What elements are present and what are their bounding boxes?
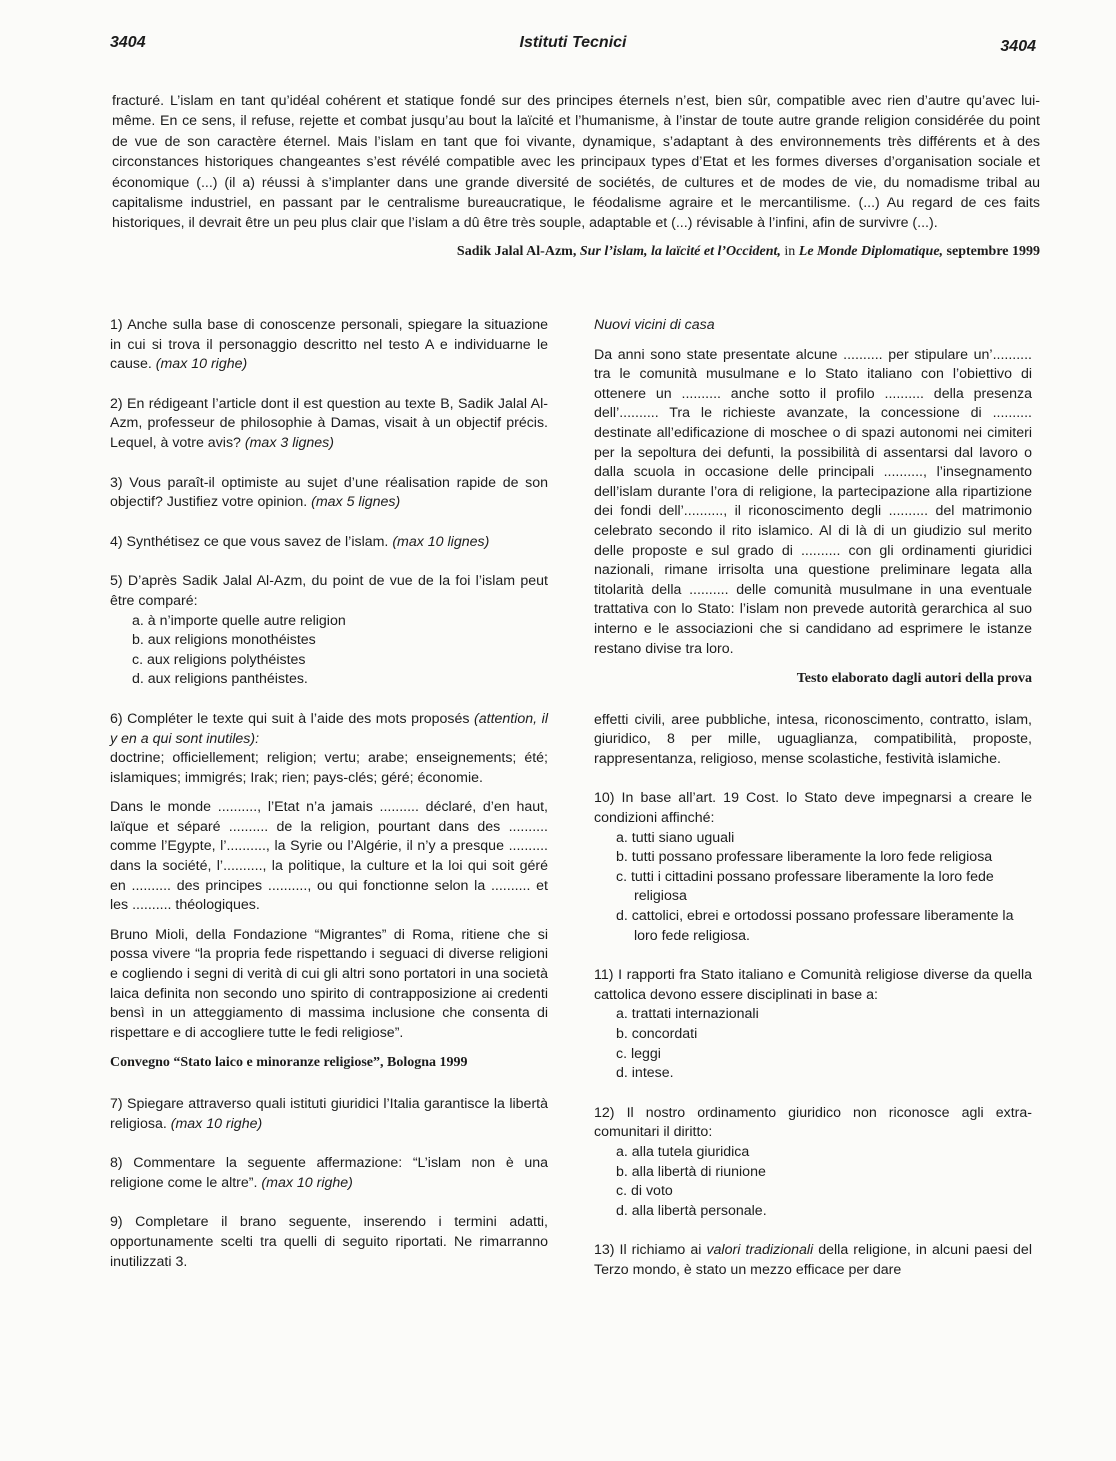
source-date: septembre 1999 (946, 243, 1040, 259)
intro-quote-block (112, 91, 1040, 262)
list-item: c. leggi (616, 1045, 661, 1062)
question-6-words: doctrine; officiellement; religion; vertu; arabe; enseignements; été; islamiques; immigrés; Irak; rien; pays-clés; géré; économie. (110, 750, 548, 786)
source-author: Sadik Jalal Al-Azm, (456, 243, 577, 259)
list-item: a. à n’importe quelle autre religion (132, 612, 346, 629)
source-in: in (784, 243, 796, 259)
question-6: 6) Compléter le texte qui suit à l’aide des mots proposés (attention, il y en a qui sont inutiles): (110, 710, 548, 747)
list-item: b. alla libertà di riunione (616, 1163, 766, 1180)
list-item: b. aux religions monothéistes (132, 632, 316, 649)
left-column (110, 316, 548, 1272)
list-item: a. alla tutela giuridica (616, 1143, 750, 1160)
list-item: c. di voto (616, 1183, 673, 1200)
question-5: 5) D’après Sadik Jalal Al-Azm, du point de vue de la foi l’islam peut être comparé: (110, 573, 548, 609)
mioli-quote: Bruno Mioli, della Fondazione “Migrantes” di Roma, ritiene che si possa vivere “la propria fede rispettando i seguaci di diverse religioni e cogliendo i segni di verità di cui gli altri sono portatori in una società laica definita non secondo uno spirito di contrapposizione ai credenti bensì in un atteggiamento di massima inclusione che consenta di rispettare e di accogliere tutte le fedi religiose”. (110, 926, 548, 1041)
list-item: a. trattati internazionali (616, 1006, 759, 1023)
intro-text: fracturé. L’islam en tant qu’idéal cohérent et statique fondé sur des principes éternels n’est, bien sûr, compatible avec rien d’autre qu’avec lui-même. En ce sens, il refuse, rejette et combat jusqu’au bout la laïcité et l’humanisme, à l’instar de toute autre grande religion considérée du point de vue de son caractère éternel. Mais l’islam en tant que foi vivante, dynamique, s’adaptant à des environnements très différents et à des circonstances historiques changeantes s’est révélé compatible avec les principaux types d’Etat et les formes diverses d’organisation sociale et économique (...) (il a) réussi à s’implanter dans une grande diversité de sociétés, de cultures et de modes de vie, du nomadisme tribal au capitalisme industriel, en passant par le centralisme bureaucratique, le féodalisme agraire et le mercantilisme. (...) Au regard de ces faits historiques, il devrait être un peu plus clair que l’islam a dû être très souple, adaptable et (...) révisable à l’infini, afin de survivre (...). (112, 93, 1040, 232)
question-12: 12) Il nostro ordinamento giuridico non riconosce agli extra-comunitari il diritto: (594, 1104, 1032, 1141)
question-3: 3) Vous paraît-il optimiste au sujet d’une réalisation rapide de son objectif? Justifiez votre opinion. (max 5 lignes) (110, 474, 548, 511)
question-2: 2) En rédigeant l’article dont il est question au texte B, Sadik Jalal Al-Azm, professeur de philosophie à Damas, visait à un objectif précis. Lequel, à votre avis? (max 3 lignes) (110, 395, 548, 451)
list-item: b. concordati (616, 1026, 698, 1042)
list-item: a. tutti siano uguali (616, 829, 735, 846)
question-1: 1) Anche sulla base di conoscenze personali, spiegare la situazione in cui si trova il personaggio descritto nel testo A e individuarne le cause. (max 10 righe) (110, 317, 548, 373)
right-column (594, 316, 1032, 1281)
question-10: 10) In base all’art. 19 Cost. lo Stato deve impegnarsi a creare le condizioni affinché: (594, 790, 1032, 827)
list-item: d. aux religions panthéistes. (132, 671, 308, 688)
question-11-options (594, 1005, 1032, 1083)
question-12-options (594, 1143, 1032, 1221)
page-header (110, 30, 1036, 60)
page-number-right: 3404 (1000, 38, 1036, 55)
section-body: Da anni sono state presentate alcune .......... per stipulare un’.......... tra le comunità musulmane e lo Stato italiano con l’obiettivo di ottenere un .......... anche sotto il profilo .......... della presenza dell’.......... Tra le richieste avanzate, la concessione di .......... destinate all’edificazione di moschee o di spazi autonomi nei cimiteri per la sepoltura dei defunti, la possibilità di assentarsi dal lavoro o dalla scuola in occasione delle principali .........., l’insegnamento dell’islam durante l’ora di religione, la partecipazione alla ripartizione dei fondi dell’.........., il riconoscimento degli .......... del matrimonio celebrato secondo il rito islamico. Al di là di un giudizio sul merito delle proposte e sul grado di .......... con gli ordinamenti giuridici nazionali, rimane irrisolta una questione preliminare legata alla titolarità della .......... delle comunità musulmane in una eventuale trattativa con lo Stato: l’islam non prevede autorità gerarchica al suo interno e le associazioni che si candidano ad esprimere le istanze restano divise tra loro. (594, 346, 1032, 657)
word-list: effetti civili, aree pubbliche, intesa, riconoscimento, contratto, islam, giuridico, 8 per mille, uguaglianza, compatibilità, proposte, rappresentanza, religioso, mense scolastiche, festività islamiche. (594, 711, 1032, 767)
list-item: c. aux religions polythéistes (132, 651, 306, 668)
page-number-left: 3404 (110, 34, 146, 51)
convegno-source: Convegno “Stato laico e minoranze religiose”, Bologna 1999 (110, 1055, 468, 1071)
question-8: 8) Commentare la seguente affermazione: “L’islam non è una religione come le altre”. (max 10 righe) (110, 1155, 548, 1191)
source-journal: Le Monde Diplomatique, (798, 243, 944, 259)
question-4: 4) Synthétisez ce que vous savez de l’islam. (max 10 lignes) (110, 533, 490, 550)
question-7: 7) Spiegare attraverso quali istituti giuridici l’Italia garantisce la libertà religiosa. (max 10 righe) (110, 1096, 548, 1132)
intro-source (112, 242, 1040, 262)
list-item: c. tutti i cittadini possano professare liberamente la loro fede religiosa (616, 868, 994, 905)
question-6-text: Dans le monde .........., l’Etat n’a jamais .......... déclaré, d’en haut, laïque et séparé .......... de la religion, pourtant dans des .......... comme l’Egypte, l’.........., la Syrie ou l’Algérie, il n’y a presque .......... dans la société, l’.........., la politique, la culture et la loi qui soit géré en .......... des principes .........., ou qui fonctionne selon la .......... et les .......... théologiques. (110, 799, 548, 914)
section-source: Testo elaborato dagli autori della prova (796, 671, 1032, 687)
running-title: Istituti Tecnici (519, 34, 627, 51)
question-9: 9) Completare il brano seguente, inserendo i termini adatti, opportunamente scelti tra quelli di seguito riportati. Ne rimarranno inutilizzati 3. (110, 1214, 548, 1270)
question-5-options (110, 612, 548, 690)
list-item: d. intese. (616, 1065, 674, 1082)
list-item: d. cattolici, ebrei e ortodossi possano professare liberamente la loro fede religiosa. (616, 908, 1014, 944)
question-10-options (594, 829, 1032, 947)
list-item: b. tutti possano professare liberamente la loro fede religiosa (616, 849, 993, 866)
question-11: 11) I rapporti fra Stato italiano e Comunità religiose diverse da quella cattolica devono essere disciplinati in base a: (594, 967, 1032, 1003)
section-heading: Nuovi vicini di casa (594, 317, 715, 333)
source-title: Sur l’islam, la laïcité et l’Occident, (579, 243, 781, 259)
question-13: 13) Il richiamo ai valori tradizionali della religione, in alcuni paesi del Terzo mondo, è stato un mezzo efficace per dare (594, 1242, 1032, 1278)
list-item: d. alla libertà personale. (616, 1202, 767, 1219)
